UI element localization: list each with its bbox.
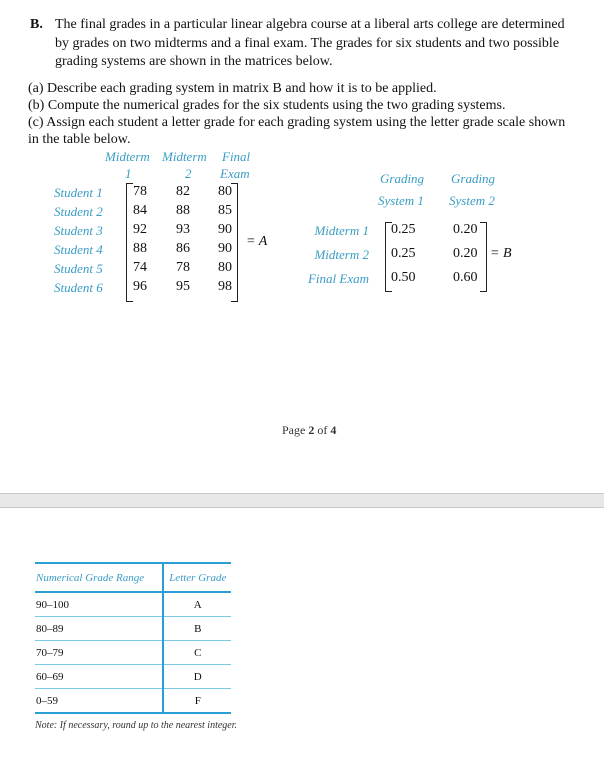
matrix-cell: 0.25 xyxy=(391,222,416,237)
letter-cell: D xyxy=(163,665,231,689)
matrix-cell: 95 xyxy=(176,279,190,294)
col-header: Midterm xyxy=(105,149,150,164)
matrix-name: = A xyxy=(246,234,268,249)
range-cell: 0–59 xyxy=(35,689,163,714)
table-row xyxy=(35,592,231,617)
table-row xyxy=(35,689,231,714)
matrix-cell: 0.60 xyxy=(453,270,478,285)
table-row xyxy=(35,617,231,641)
header-range: Numerical Grade Range xyxy=(35,563,163,592)
range-cell: 90–100 xyxy=(35,592,163,617)
row-label: Midterm 1 xyxy=(314,223,369,238)
row-label: Midterm 2 xyxy=(314,247,369,262)
matrix-cell: 90 xyxy=(218,222,232,237)
matrix-cell: 0.20 xyxy=(453,222,478,237)
matrix-cell: 88 xyxy=(176,203,190,218)
matrix-cell: 0.20 xyxy=(453,246,478,261)
col-header: Final xyxy=(222,149,251,164)
problem-line: The final grades in a particular linear algebra course at a liberal arts college are determined xyxy=(55,17,565,32)
matrix-cell: 85 xyxy=(218,203,232,218)
matrix-cell: 80 xyxy=(218,260,232,275)
col-header: Grading xyxy=(380,171,425,186)
range-cell: 70–79 xyxy=(35,641,163,665)
problem-label: B. xyxy=(30,17,43,32)
matrix-cell: 84 xyxy=(133,203,147,218)
col-header: Exam xyxy=(220,166,250,181)
letter-cell: F xyxy=(163,689,231,714)
matrix-cell: 88 xyxy=(133,241,147,256)
matrix-cell: 74 xyxy=(133,260,147,275)
range-cell: 80–89 xyxy=(35,617,163,641)
part-c: (c) Assign each student a letter grade for each grading system using the letter grade scale shown xyxy=(28,115,566,130)
matrix-cell: 80 xyxy=(218,184,232,199)
table-row xyxy=(35,641,231,665)
table-row xyxy=(35,665,231,689)
row-label: Student 3 xyxy=(54,223,103,238)
row-label: Student 5 xyxy=(54,261,103,276)
right-bracket xyxy=(480,222,487,292)
grade-scale-table xyxy=(35,562,231,714)
col-header: Midterm xyxy=(162,149,207,164)
letter-cell: C xyxy=(163,641,231,665)
col-header: 2 xyxy=(185,166,192,181)
page-indicator xyxy=(282,423,336,438)
page-current: 2 xyxy=(308,423,315,437)
header-letter: Letter Grade xyxy=(163,563,231,592)
page-sep: of xyxy=(314,423,331,437)
range-cell: 60–69 xyxy=(35,665,163,689)
row-label: Final Exam xyxy=(307,271,369,286)
part-b: (b) Compute the numerical grades for the six students using the two grading systems. xyxy=(28,98,506,113)
left-bracket xyxy=(385,222,392,292)
part-a: (a) Describe each grading system in matrix B and how it is to be applied. xyxy=(28,81,437,96)
page-prefix: Page xyxy=(282,423,309,437)
letter-cell: A xyxy=(163,592,231,617)
row-label: Student 2 xyxy=(54,204,103,219)
col-header: System 1 xyxy=(378,193,424,208)
col-header: Grading xyxy=(451,171,496,186)
matrix-cell: 96 xyxy=(133,279,147,294)
matrix-cell: 0.50 xyxy=(391,270,416,285)
row-label: Student 1 xyxy=(54,185,103,200)
matrix-cell: 93 xyxy=(176,222,190,237)
matrix-name: = B xyxy=(490,246,512,261)
right-bracket xyxy=(231,183,238,302)
col-header: System 2 xyxy=(449,193,495,208)
matrix-cell: 86 xyxy=(176,241,190,256)
matrix-cell: 0.25 xyxy=(391,246,416,261)
matrix-cell: 82 xyxy=(176,184,190,199)
col-header: 1 xyxy=(125,166,132,181)
matrix-cell: 98 xyxy=(218,279,232,294)
part-c-cont: in the table below. xyxy=(28,132,131,147)
row-label: Student 6 xyxy=(54,280,103,295)
page-separator xyxy=(0,493,604,508)
row-label: Student 4 xyxy=(54,242,103,257)
table-note: Note: If necessary, round up to the nearest integer. xyxy=(35,720,238,731)
matrix-cell: 92 xyxy=(133,222,147,237)
table-header xyxy=(35,563,231,592)
matrix-cell: 90 xyxy=(218,241,232,256)
problem-line: grading systems are shown in the matrices below. xyxy=(55,54,333,69)
page-total: 4 xyxy=(330,423,337,437)
left-bracket xyxy=(126,183,133,302)
matrix-cell: 78 xyxy=(176,260,190,275)
letter-cell: B xyxy=(163,617,231,641)
problem-line: by grades on two midterms and a final exam. The grades for six students and two possible xyxy=(55,36,560,51)
matrix-cell: 78 xyxy=(133,184,147,199)
